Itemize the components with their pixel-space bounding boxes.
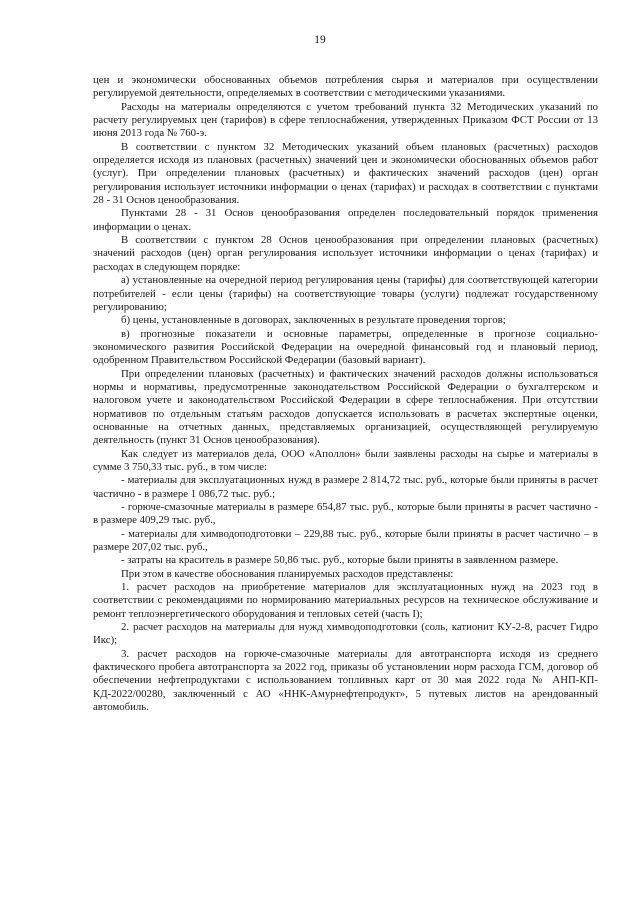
- paragraph: - материалы для эксплуатационных нужд в размере 2 814,72 тыс. руб., которые были приняты в расчет частично - в размере 1 086,72 тыс. руб.;: [93, 474, 598, 500]
- paragraph: а) установленные на очередной период регулирования цены (тарифы) для соответствующей категории потребителей - если цены (тарифы) на соответствующие товары (услуги) подлежат государственному регулированию;: [93, 274, 598, 313]
- paragraph: В соответствии с пунктом 32 Методических указаний объем плановых (расчетных) расходов определяется исходя из плановых (расчетных) значений цен и экономически обоснованных объемов работ (услуг). При определении плановых (расчетных) и фактических значений расходов (цен) орган регулирования использует источники информации о ценах (тарифах) и расходах в соответствии с пунктами 28 - 31 Основ ценообразования.: [93, 140, 598, 207]
- paragraph: В соответствии с пунктом 28 Основ ценообразования при определении плановых (расчетных) значений расходов (цен) орган регулирования использует источники информации о ценах (тарифах) и расходах в следующем порядке:: [93, 234, 598, 273]
- page-number: 19: [314, 34, 326, 46]
- paragraph: При определении плановых (расчетных) и фактических значений расходов должны использоваться нормы и нормативы, предусмотренные законодательством Российской Федерации о бухгалтерском и налоговом учете и законодательством Российской Федерации в сфере теплоснабжения. При отсутствии нормативов по отдельным статьям расходов допускается использовать в расчетах экспертные оценки, основанные на отчетных данных, представляемых организацией, осуществляющей регулируемую деятельность (пункт 31 Основ ценообразования).: [93, 367, 598, 447]
- document-body: [93, 74, 598, 715]
- paragraph: - материалы для химводоподготовки – 229,88 тыс. руб., которые были приняты в расчет частично – в размере 207,02 тыс. руб.,: [93, 527, 598, 554]
- paragraph: цен и экономически обоснованных объемов потребления сырья и материалов при осуществлении регулируемой деятельности, определяемых в соответствии с методическими указаниями.: [93, 74, 598, 100]
- paragraph: - затраты на краситель в размере 50,86 тыс. руб., которые были приняты в заявленном размере.: [121, 554, 559, 567]
- paragraph: При этом в качестве обоснования планируемых расходов представлены:: [121, 567, 454, 580]
- paragraph: Как следует из материалов дела, ООО «Аполлон» были заявлены расходы на сырье и материалы в сумме 3 750,33 тыс. руб., в том числе:: [93, 447, 598, 473]
- paragraph: - горюче-смазочные материалы в размере 654,87 тыс. руб., которые были приняты в расчет частично - в размере 409,29 тыс. руб.,: [93, 501, 598, 527]
- paragraph: 1. расчет расходов на приобретение материалов для эксплуатационных нужд на 2023 год в соответствии с рекомендациями по нормированию материальных ресурсов на техническое обслуживание и ремонт теплоэнергетического оборудования и тепловых сетей (часть I);: [93, 581, 598, 620]
- paragraph: в) прогнозные показатели и основные параметры, определенные в прогнозе социально-экономического развития Российской Федерации на очередной финансовый год и плановый период, одобренном Правительством Российской Федерации (базовый вариант).: [93, 327, 598, 367]
- paragraph: 3. расчет расходов на горюче-смазочные материалы для автотранспорта исходя из среднего фактического пробега автотранспорта за 2022 год, приказы об установлении норм расхода ГСМ, договор об обеспечении нефтепродуктами с использованием топливных карт от 30 мая 2022 года № АНП-КП-КД-2022/00280, заключенный с АО «ННК-Амурнефтепродукт», 5 путевых листов на арендованный автомобиль.: [93, 647, 598, 714]
- paragraph: Пунктами 28 - 31 Основ ценообразования определен последовательный порядок применения информации о ценах.: [93, 207, 598, 233]
- paragraph: Расходы на материалы определяются с учетом требований пункта 32 Методических указаний по расчету регулируемых цен (тарифов) в сфере теплоснабжения, утвержденных Приказом ФСТ России от 13 июня 2013 года № 760-э.: [93, 100, 598, 140]
- paragraph: б) цены, установленные в договорах, заключенных в результате проведения торгов;: [121, 314, 506, 327]
- paragraph: 2. расчет расходов на материалы для нужд химводоподготовки (соль, катионит КУ-2-8, расчет Гидро Икс);: [93, 621, 598, 647]
